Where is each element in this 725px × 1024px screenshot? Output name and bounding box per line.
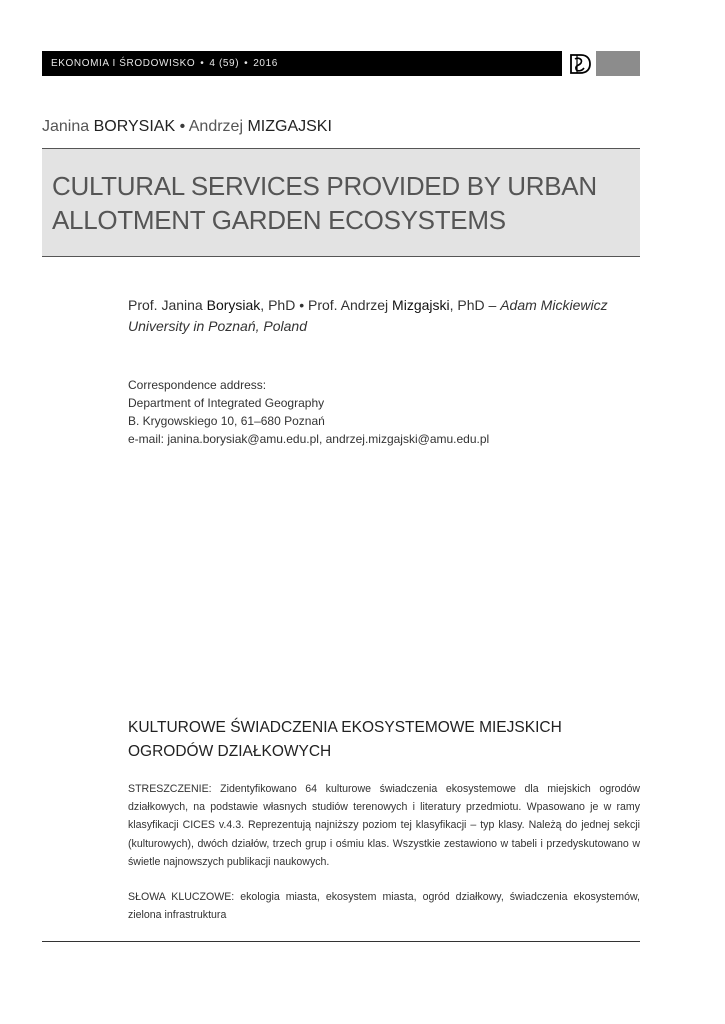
author-separator: • — [179, 118, 186, 135]
authors-line — [42, 118, 332, 136]
correspondence-email: e-mail: janina.borysiak@amu.edu.pl, andrzej.mizgajski@amu.edu.pl — [128, 432, 490, 446]
header-bullet: • — [200, 58, 205, 69]
correspondence-street: B. Krygowskiego 10, 61–680 Poznań — [128, 414, 325, 428]
affil-name-1: Borysiak — [206, 297, 261, 313]
article-title-box — [42, 148, 640, 257]
correspondence-label: Correspondence address: — [128, 378, 267, 392]
article-title-line-2: ALLOTMENT GARDEN ECOSYSTEMS — [52, 205, 506, 235]
affil-institution: Adam Mickiewicz University in Poznań, Poland — [128, 297, 608, 334]
affil-prefix-1: Prof. Janina — [128, 297, 207, 313]
affil-name-2: Mizgajski — [392, 297, 450, 313]
author1-last: BORYSIAK — [93, 118, 176, 135]
bottom-divider — [42, 941, 640, 942]
article-title-line-1: CULTURAL SERVICES PROVIDED BY URBAN — [52, 171, 597, 201]
header-bullet: • — [244, 58, 249, 69]
author2-first: Andrzej — [188, 118, 243, 135]
author1-first: Janina — [42, 118, 90, 135]
journal-name: EKONOMIA I ŚRODOWISKO — [51, 58, 196, 69]
affil-suffix-2: , PhD – — [449, 297, 501, 313]
polish-keywords: SŁOWA KLUCZOWE: ekologia miasta, ekosystem miasta, ogród działkowy, świadczenia ekosystemów, zielona infrastruktura — [128, 891, 640, 922]
journal-logo-icon — [566, 51, 594, 76]
author2-last: MIZGAJSKI — [247, 118, 332, 135]
header-gray-tab — [596, 51, 640, 76]
author-affiliation — [128, 295, 628, 337]
polish-title: KULTUROWE ŚWIADCZENIA EKOSYSTEMOWE MIEJSKICH OGRODÓW DZIAŁKOWYCH — [128, 719, 562, 760]
correspondence-department: Department of Integrated Geography — [128, 396, 325, 410]
affil-suffix-1: , PhD • Prof. Andrzej — [260, 297, 393, 313]
issue-number: 4 (59) — [209, 58, 240, 69]
issue-year: 2016 — [253, 58, 278, 69]
correspondence-block — [128, 376, 489, 448]
journal-header-bar — [42, 51, 562, 76]
polish-abstract: STRESZCZENIE: Zidentyfikowano 64 kulturowe świadczenia ekosystemowe dla miejskich ogrodów działkowych, na podstawie własnych studiów terenowych i literatury przedmiotu. Wpasowano je w ramy klasyfikacji CICES v.4.3. Reprezentują najniższy poziom tej klasyfikacji – typ klasy. Należą do jednej sekcji (kulturowych), dwóch działów, trzech grup i ośmiu klas. Wszystkie zestawiono w tabeli i przedyskutowano w świetle najnowszych publikacji naukowych. — [128, 783, 640, 868]
